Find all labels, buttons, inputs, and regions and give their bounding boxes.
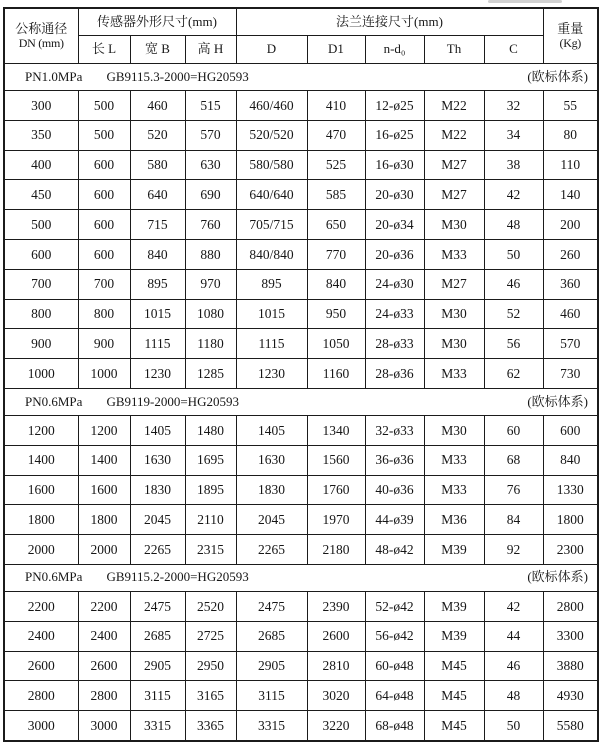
table-row — [4, 591, 598, 621]
table-cell: 34 — [484, 120, 543, 150]
header-th: Th — [424, 36, 484, 64]
table-cell: 895 — [130, 269, 185, 299]
table-cell: 880 — [185, 239, 236, 269]
table-cell: 705/715 — [236, 210, 307, 240]
table-cell: 3315 — [236, 711, 307, 741]
table-cell: 1760 — [307, 475, 365, 505]
header-row-groups — [4, 8, 598, 36]
table-cell: M33 — [424, 239, 484, 269]
table-row — [4, 91, 598, 121]
table-cell: 2045 — [130, 505, 185, 535]
table-cell: M27 — [424, 269, 484, 299]
header-d1: D1 — [307, 36, 365, 64]
header-height-h: 高 H — [185, 36, 236, 64]
table-row — [4, 535, 598, 565]
table-cell: M45 — [424, 651, 484, 681]
table-cell: 1050 — [307, 329, 365, 359]
table-row — [4, 329, 598, 359]
table-cell: 2390 — [307, 591, 365, 621]
table-cell: 1830 — [236, 475, 307, 505]
table-cell: 55 — [543, 91, 598, 121]
table-cell: 48 — [484, 681, 543, 711]
section-pressure-rating: PN1.0MPa — [25, 68, 83, 84]
header-n-d0: n-d₀ — [365, 36, 424, 64]
table-cell: 1160 — [307, 359, 365, 389]
table-cell: 76 — [484, 475, 543, 505]
table-row — [4, 299, 598, 329]
table-cell: M39 — [424, 621, 484, 651]
table-row — [4, 239, 598, 269]
table-cell: 760 — [185, 210, 236, 240]
table-cell: 1400 — [78, 445, 130, 475]
header-d: D — [236, 36, 307, 64]
header-nominal-diameter — [4, 8, 78, 64]
header-dn-unit: DN (mm) — [18, 35, 64, 50]
table-cell: 3115 — [130, 681, 185, 711]
table-cell: 1200 — [4, 415, 78, 445]
table-cell: 80 — [543, 120, 598, 150]
table-cell: 460 — [543, 299, 598, 329]
table-cell: 1180 — [185, 329, 236, 359]
table-row — [4, 445, 598, 475]
table-cell: 1405 — [236, 415, 307, 445]
table-cell: 38 — [484, 150, 543, 180]
table-cell: 600 — [78, 210, 130, 240]
table-cell: 690 — [185, 180, 236, 210]
table-cell: 2475 — [130, 591, 185, 621]
table-row — [4, 150, 598, 180]
table-cell: 3315 — [130, 711, 185, 741]
table-row — [4, 269, 598, 299]
table-cell: 1800 — [543, 505, 598, 535]
table-cell: M33 — [424, 359, 484, 389]
table-cell: 600 — [78, 150, 130, 180]
table-cell: 24-ø30 — [365, 269, 424, 299]
table-cell: 3880 — [543, 651, 598, 681]
table-cell: 470 — [307, 120, 365, 150]
table-cell: M39 — [424, 591, 484, 621]
table-cell: 1000 — [78, 359, 130, 389]
table-cell: M22 — [424, 120, 484, 150]
table-cell: 1630 — [236, 445, 307, 475]
table-cell: 2905 — [236, 651, 307, 681]
table-cell: 730 — [543, 359, 598, 389]
table-cell: 1830 — [130, 475, 185, 505]
table-cell: 1340 — [307, 415, 365, 445]
table-cell: 1800 — [78, 505, 130, 535]
section-note: (欧标体系) — [527, 393, 588, 409]
table-cell: 28-ø36 — [365, 359, 424, 389]
section-standard: GB9119-2000=HG20593 — [106, 393, 239, 409]
table-cell: 600 — [543, 415, 598, 445]
table-cell: 840 — [307, 269, 365, 299]
table-cell: 50 — [484, 239, 543, 269]
table-cell: 460/460 — [236, 91, 307, 121]
table-cell: 1405 — [130, 415, 185, 445]
table-cell: 5580 — [543, 711, 598, 741]
table-cell: 1230 — [236, 359, 307, 389]
table-cell: 500 — [78, 91, 130, 121]
table-cell: 1115 — [236, 329, 307, 359]
section-pressure-rating: PN0.6MPa — [25, 393, 83, 409]
table-cell: 1330 — [543, 475, 598, 505]
table-cell: 1080 — [185, 299, 236, 329]
header-nominal-diameter-label: 公称通径 — [15, 20, 68, 36]
table-cell: 20-ø36 — [365, 239, 424, 269]
table-cell: 840 — [130, 239, 185, 269]
table-cell: 3000 — [4, 711, 78, 741]
table-cell: 2685 — [130, 621, 185, 651]
table-cell: M30 — [424, 329, 484, 359]
table-cell: 40-ø36 — [365, 475, 424, 505]
table-cell: 1200 — [78, 415, 130, 445]
table-cell: 48 — [484, 210, 543, 240]
header-weight — [543, 8, 598, 64]
table-cell: 3220 — [307, 711, 365, 741]
table-cell: M39 — [424, 535, 484, 565]
table-cell: 2400 — [78, 621, 130, 651]
table-row — [4, 651, 598, 681]
table-cell: 32-ø33 — [365, 415, 424, 445]
table-cell: 2810 — [307, 651, 365, 681]
section-standard: GB9115.3-2000=HG20593 — [106, 68, 249, 84]
table-cell: 2905 — [130, 651, 185, 681]
table-cell: 3020 — [307, 681, 365, 711]
table-cell: 585 — [307, 180, 365, 210]
table-cell: 800 — [4, 299, 78, 329]
table-cell: 2475 — [236, 591, 307, 621]
section-standard: GB9115.2-2000=HG20593 — [106, 569, 249, 585]
header-length-l: 长 L — [78, 36, 130, 64]
table-cell: 56 — [484, 329, 543, 359]
table-cell: 1230 — [130, 359, 185, 389]
table-cell: 84 — [484, 505, 543, 535]
table-cell: 580 — [130, 150, 185, 180]
table-cell: 900 — [78, 329, 130, 359]
section-header-row — [4, 564, 598, 591]
table-cell: 1480 — [185, 415, 236, 445]
table-row — [4, 475, 598, 505]
table-cell: 24-ø33 — [365, 299, 424, 329]
table-cell: 1285 — [185, 359, 236, 389]
table-cell: 52-ø42 — [365, 591, 424, 621]
table-cell: 520/520 — [236, 120, 307, 150]
table-cell: 4930 — [543, 681, 598, 711]
table-cell: 36-ø36 — [365, 445, 424, 475]
table-cell: 970 — [185, 269, 236, 299]
table-row — [4, 681, 598, 711]
table-cell: 2180 — [307, 535, 365, 565]
table-cell: 46 — [484, 651, 543, 681]
table-cell: 3300 — [543, 621, 598, 651]
table-cell: 650 — [307, 210, 365, 240]
table-cell: 64-ø48 — [365, 681, 424, 711]
table-cell: 895 — [236, 269, 307, 299]
table-cell: 1630 — [130, 445, 185, 475]
header-sensor-dimensions-group: 传感器外形尺寸(mm) — [78, 8, 236, 36]
table-cell: 1895 — [185, 475, 236, 505]
table-cell: 700 — [4, 269, 78, 299]
table-cell: 1015 — [130, 299, 185, 329]
table-row — [4, 120, 598, 150]
table-cell: 92 — [484, 535, 543, 565]
table-cell: 48-ø42 — [365, 535, 424, 565]
table-cell: 640/640 — [236, 180, 307, 210]
table-cell: 16-ø25 — [365, 120, 424, 150]
table-cell: 360 — [543, 269, 598, 299]
header-width-b: 宽 B — [130, 36, 185, 64]
section-note: (欧标体系) — [527, 68, 588, 84]
table-cell: 600 — [78, 180, 130, 210]
table-cell: 2600 — [4, 651, 78, 681]
table-cell: 500 — [78, 120, 130, 150]
table-cell: 410 — [307, 91, 365, 121]
table-cell: 44 — [484, 621, 543, 651]
table-cell: 350 — [4, 120, 78, 150]
table-cell: M22 — [424, 91, 484, 121]
table-cell: 515 — [185, 91, 236, 121]
table-cell: 46 — [484, 269, 543, 299]
table-cell: 300 — [4, 91, 78, 121]
table-cell: 52 — [484, 299, 543, 329]
table-cell: 2300 — [543, 535, 598, 565]
table-cell: 1970 — [307, 505, 365, 535]
section-header-row — [4, 64, 598, 91]
table-cell: 1115 — [130, 329, 185, 359]
table-cell: 2800 — [4, 681, 78, 711]
table-cell: 20-ø34 — [365, 210, 424, 240]
table-cell: 2520 — [185, 591, 236, 621]
table-cell: 2000 — [78, 535, 130, 565]
table-cell: 68 — [484, 445, 543, 475]
table-cell: 1600 — [78, 475, 130, 505]
table-cell: 715 — [130, 210, 185, 240]
table-cell: 2800 — [78, 681, 130, 711]
table-cell: 2400 — [4, 621, 78, 651]
table-cell: 640 — [130, 180, 185, 210]
table-cell: 840/840 — [236, 239, 307, 269]
table-cell: 1800 — [4, 505, 78, 535]
section-note: (欧标体系) — [527, 569, 588, 585]
table-row — [4, 415, 598, 445]
table-cell: M30 — [424, 210, 484, 240]
table-cell: 600 — [4, 239, 78, 269]
scan-artifact — [488, 0, 562, 3]
section-header-cell — [4, 388, 598, 415]
table-cell: M27 — [424, 180, 484, 210]
table-cell: M45 — [424, 711, 484, 741]
table-cell: 260 — [543, 239, 598, 269]
table-cell: M33 — [424, 445, 484, 475]
table-cell: 200 — [543, 210, 598, 240]
table-row — [4, 210, 598, 240]
table-cell: 2110 — [185, 505, 236, 535]
table-cell: 3365 — [185, 711, 236, 741]
section-pressure-rating: PN0.6MPa — [25, 569, 83, 585]
table-cell: 2265 — [130, 535, 185, 565]
header-row-subcolumns — [4, 36, 598, 64]
table-cell: 3000 — [78, 711, 130, 741]
table-cell: 500 — [4, 210, 78, 240]
table-cell: M30 — [424, 415, 484, 445]
table-cell: 1400 — [4, 445, 78, 475]
table-cell: 2800 — [543, 591, 598, 621]
table-cell: 32 — [484, 91, 543, 121]
header-flange-connection-group: 法兰连接尺寸(mm) — [236, 8, 543, 36]
table-row — [4, 359, 598, 389]
table-cell: 400 — [4, 150, 78, 180]
section-header-cell — [4, 564, 598, 591]
table-cell: 2685 — [236, 621, 307, 651]
table-cell: 2600 — [78, 651, 130, 681]
table-cell: 950 — [307, 299, 365, 329]
table-cell: 42 — [484, 591, 543, 621]
table-cell: 3165 — [185, 681, 236, 711]
table-cell: 28-ø33 — [365, 329, 424, 359]
table-cell: M36 — [424, 505, 484, 535]
table-cell: 50 — [484, 711, 543, 741]
table-cell: 62 — [484, 359, 543, 389]
table-cell: 20-ø30 — [365, 180, 424, 210]
table-cell: 60 — [484, 415, 543, 445]
header-c: C — [484, 36, 543, 64]
table-row — [4, 711, 598, 741]
table-cell: 570 — [543, 329, 598, 359]
table-row — [4, 505, 598, 535]
table-cell: 450 — [4, 180, 78, 210]
table-cell: 2315 — [185, 535, 236, 565]
table-cell: 2200 — [4, 591, 78, 621]
table-cell: 2950 — [185, 651, 236, 681]
table-cell: M30 — [424, 299, 484, 329]
table-cell: 68-ø48 — [365, 711, 424, 741]
table-cell: 2200 — [78, 591, 130, 621]
table-cell: 700 — [78, 269, 130, 299]
table-body — [4, 64, 598, 741]
header-weight-unit: (Kg) — [559, 35, 581, 50]
table-cell: 42 — [484, 180, 543, 210]
table-cell: 1695 — [185, 445, 236, 475]
table-cell: 60-ø48 — [365, 651, 424, 681]
table-cell: 770 — [307, 239, 365, 269]
table-cell: 2725 — [185, 621, 236, 651]
table-cell: 1600 — [4, 475, 78, 505]
table-cell: 800 — [78, 299, 130, 329]
section-header-cell — [4, 64, 598, 91]
table-cell: 3115 — [236, 681, 307, 711]
table-header — [4, 8, 598, 64]
flange-dimension-table — [3, 7, 599, 742]
table-cell: M33 — [424, 475, 484, 505]
table-cell: M45 — [424, 681, 484, 711]
table-cell: 140 — [543, 180, 598, 210]
table-cell: 110 — [543, 150, 598, 180]
table-cell: 570 — [185, 120, 236, 150]
table-cell: 56-ø42 — [365, 621, 424, 651]
table-cell: 44-ø39 — [365, 505, 424, 535]
table-cell: 2000 — [4, 535, 78, 565]
table-cell: 2600 — [307, 621, 365, 651]
header-weight-label: 重量 — [557, 20, 584, 36]
table-cell: 12-ø25 — [365, 91, 424, 121]
table-cell: 900 — [4, 329, 78, 359]
table-row — [4, 180, 598, 210]
table-cell: 1560 — [307, 445, 365, 475]
table-cell: 600 — [78, 239, 130, 269]
table-cell: 580/580 — [236, 150, 307, 180]
table-cell: 520 — [130, 120, 185, 150]
table-cell: 840 — [543, 445, 598, 475]
table-cell: 16-ø30 — [365, 150, 424, 180]
table-cell: 1015 — [236, 299, 307, 329]
table-cell: 460 — [130, 91, 185, 121]
table-cell: 2045 — [236, 505, 307, 535]
table-cell: 1000 — [4, 359, 78, 389]
table-cell: 2265 — [236, 535, 307, 565]
table-cell: 630 — [185, 150, 236, 180]
table-row — [4, 621, 598, 651]
table-cell: 525 — [307, 150, 365, 180]
section-header-row — [4, 388, 598, 415]
table-cell: M27 — [424, 150, 484, 180]
